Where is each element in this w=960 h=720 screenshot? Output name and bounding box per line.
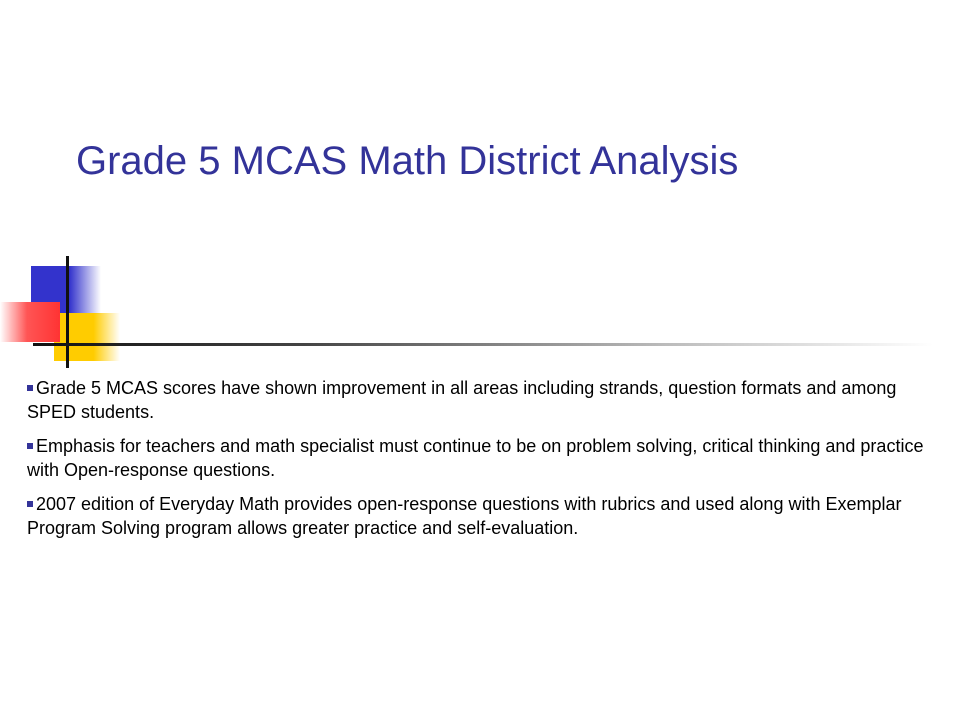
blue-square-decoration (31, 266, 101, 314)
bullet-list (27, 376, 927, 550)
bullet-text: Emphasis for teachers and math specialist must continue to be on problem solving, critical thinking and practice with Open-response questions. (27, 436, 924, 480)
bullet-item (27, 492, 927, 540)
square-bullet-icon (27, 443, 33, 449)
bullet-item (27, 376, 927, 424)
bullet-text: Grade 5 MCAS scores have shown improvement in all areas including strands, question formats and among SPED students. (27, 378, 897, 422)
square-bullet-icon (27, 501, 33, 507)
bullet-item (27, 434, 927, 482)
vertical-rule (66, 256, 69, 368)
yellow-square-decoration (54, 313, 120, 361)
slide-title: Grade 5 MCAS Math District Analysis (76, 139, 739, 183)
horizontal-rule (33, 343, 933, 346)
square-bullet-icon (27, 385, 33, 391)
bullet-text: 2007 edition of Everyday Math provides open-response questions with rubrics and used along with Exemplar Program Solving program allows greater practice and self-evaluation. (27, 494, 902, 538)
red-square-decoration (0, 302, 60, 342)
